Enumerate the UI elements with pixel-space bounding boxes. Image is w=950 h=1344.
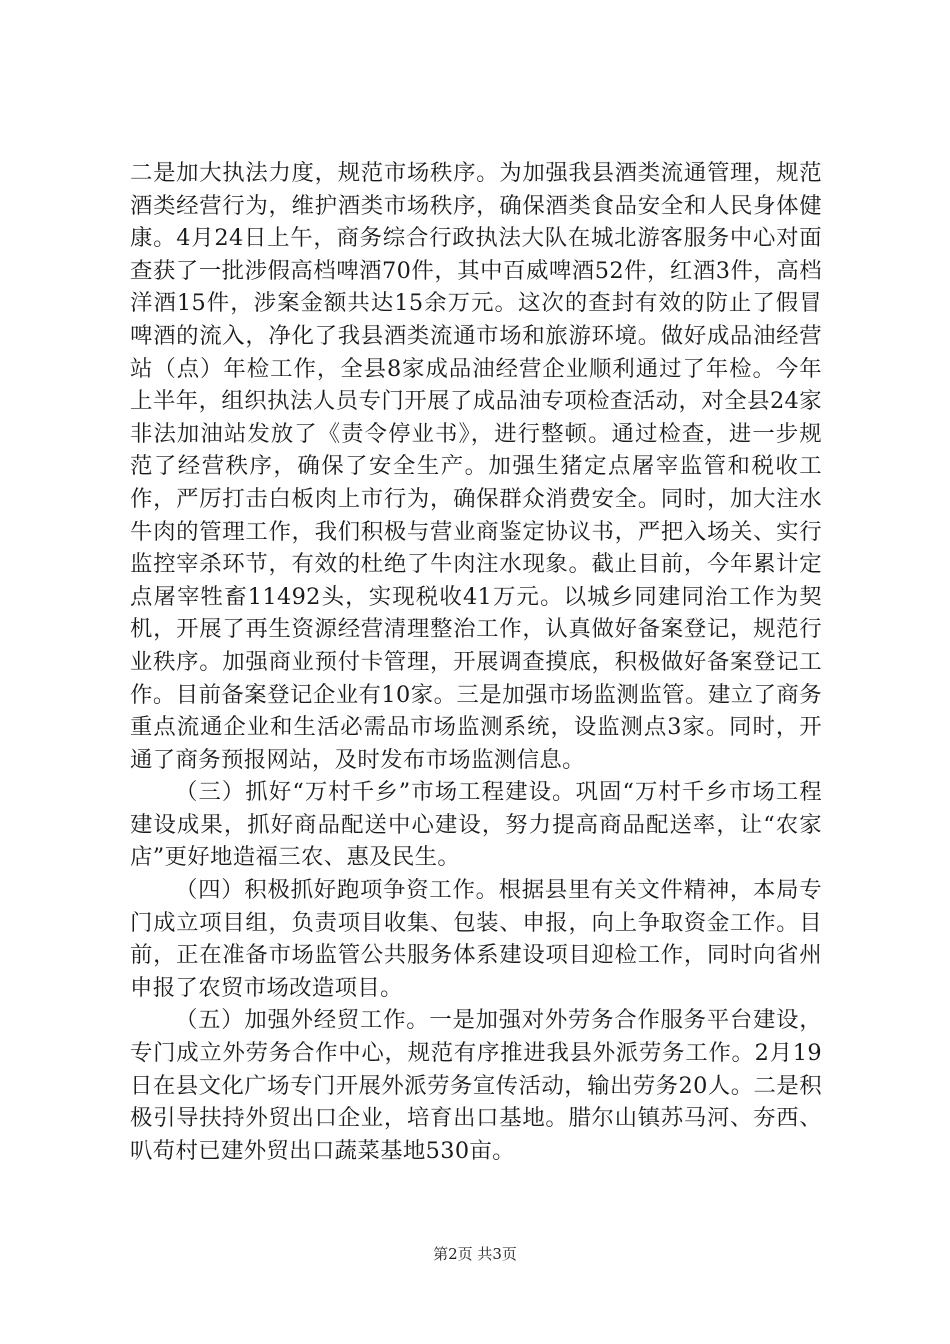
paragraph-foreign-trade: （五）加强外经贸工作。一是加强对外劳务合作服务平台建设，专门成立外劳务合作中心，规范有序推进我县外派劳务工作。2月19日在县文化广场专门开展外派劳务宣传活动，输出劳务20人。二是积极引导扶持外贸出口企业，培育出口基地。腊尔山镇苏马河、夯西、叭苟村已建外贸出口蔬菜基地530亩。: [130, 1007, 822, 1164]
paragraph-funding: （四）积极抓好跑项争资工作。根据县里有关文件精神，本局专门成立项目组，负责项目收集、包装、申报，向上争取资金工作。目前，正在准备市场监管公共服务体系建设项目迎检工作，同时向省州申报了农贸市场改造项目。: [130, 877, 822, 1001]
document-body: [130, 157, 822, 1167]
page-number-footer: 第2页 共3页: [433, 1245, 517, 1263]
paragraph-market-project: （三）抓好“万村千乡”市场工程建设。巩固“万村千乡市场工程建设成果，抓好商品配送中心建设，努力提高商品配送率，让“农家店”更好地造福三农、惠及民生。: [130, 779, 822, 871]
paragraph-enforcement: 二是加大执法力度，规范市场秩序。为加强我县酒类流通管理，规范酒类经营行为，维护酒类市场秩序，确保酒类食品安全和人民身体健康。4月24日上午，商务综合行政执法大队在城北游客服务中心对面查获了一批涉假高档啤酒70件，其中百威啤酒52件，红酒3件，高档洋酒15件，涉案金额共达15余万元。这次的查封有效的防止了假冒啤酒的流入，净化了我县酒类流通市场和旅游环境。做好成品油经营站（点）年检工作，全县8家成品油经营企业顺利通过了年检。今年上半年，组织执法人员专门开展了成品油专项检查活动，对全县24家非法加油站发放了《责令停业书》，进行整顿。通过检查，进一步规范了经营秩序，确保了安全生产。加强生猪定点屠宰监管和税收工作，严厉打击白板肉上市行为，确保群众消费安全。同时，加大注水牛肉的管理工作，我们积极与营业商鉴定协议书，严把入场关、实行监控宰杀环节，有效的杜绝了牛肉注水现象。截止目前，今年累计定点屠宰牲畜11492头，实现税收41万元。以城乡同建同治工作为契机，开展了再生资源经营清理整治工作，认真做好备案登记，规范行业秩序。加强商业预付卡管理，开展调查摸底，积极做好备案登记工作。目前备案登记企业有10家。三是加强市场监测监管。建立了商务重点流通企业和生活必需品市场监测系统，设监测点3家。同时，开通了商务预报网站，及时发布市场监测信息。: [130, 160, 822, 773]
